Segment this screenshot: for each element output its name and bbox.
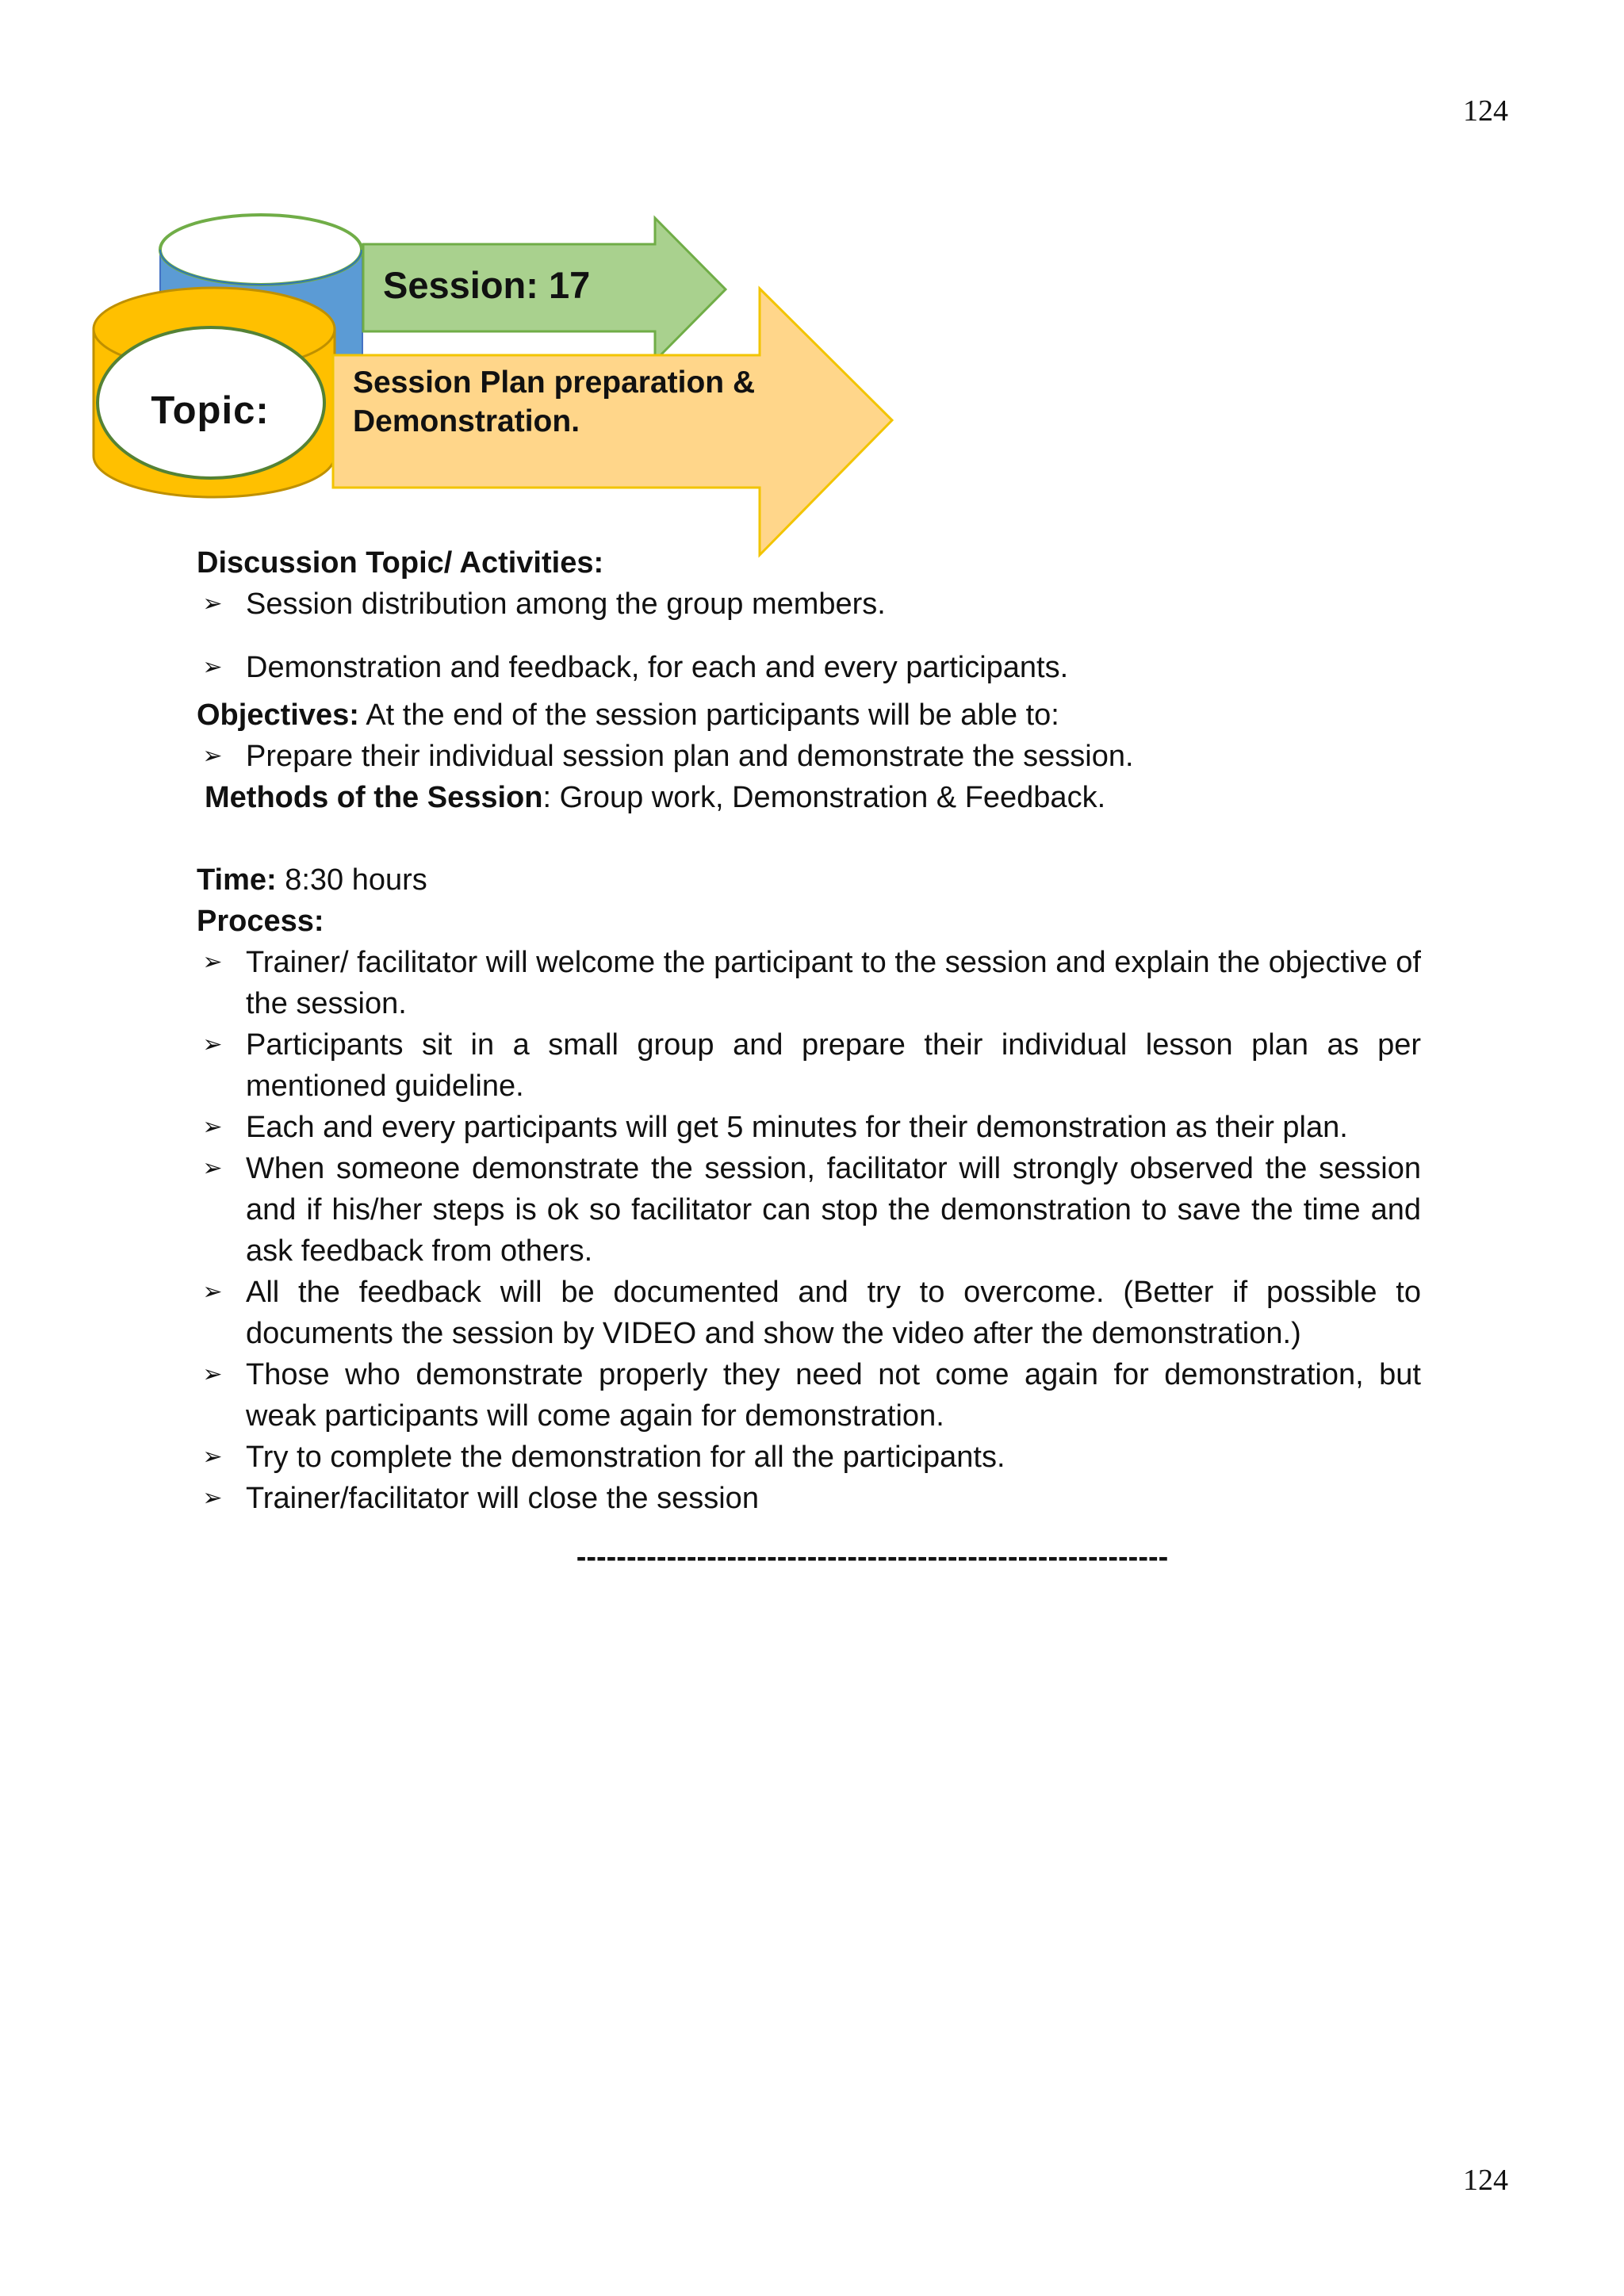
list-item-text: Each and every participants will get 5 minutes for their demonstration as their plan. <box>246 1111 1348 1144</box>
list-item <box>197 1354 1421 1437</box>
session-header-graphic <box>0 0 952 571</box>
list-item <box>197 1478 1421 1519</box>
list-item <box>197 647 1421 688</box>
process-list <box>197 942 1421 1519</box>
time-text: 8:30 hours <box>276 863 427 897</box>
objectives-line <box>197 695 1421 736</box>
list-item <box>197 736 1421 777</box>
objectives-text: At the end of the session participants will be able to: <box>358 698 1059 732</box>
time-line <box>197 859 1421 901</box>
arrowhead-bullet-icon: ➢ <box>202 1113 223 1141</box>
list-item-text: When someone demonstrate the session, facilitator will strongly observed the session and if his/her steps is ok so facilitator can stop the demonstration to save the time and ask feedback from others. <box>246 1152 1421 1268</box>
objectives-list <box>197 736 1421 777</box>
list-item <box>197 1148 1421 1272</box>
time-label: Time: <box>197 863 277 897</box>
list-item <box>197 584 1421 625</box>
objectives-label: Objectives: <box>197 698 359 732</box>
list-item-text: Demonstration and feedback, for each and every participants. <box>246 651 1069 684</box>
arrowhead-bullet-icon: ➢ <box>202 1154 223 1182</box>
list-item-text: Session distribution among the group members. <box>246 587 886 621</box>
list-item-text: Those who demonstrate properly they need not come again for demonstration, but weak participants will come again for demonstration. <box>246 1358 1421 1433</box>
topic-label: Topic: <box>151 389 270 432</box>
arrowhead-bullet-icon: ➢ <box>202 653 223 681</box>
list-item <box>197 1437 1421 1478</box>
list-item <box>197 1272 1421 1354</box>
arrowhead-bullet-icon: ➢ <box>202 1031 223 1058</box>
page-number-top: 124 <box>1463 94 1508 128</box>
session-number-label: Session: 17 <box>383 264 591 306</box>
arrowhead-bullet-icon: ➢ <box>202 742 223 770</box>
list-item <box>197 1107 1421 1148</box>
list-item-text: Participants sit in a small group and prepare their individual lesson plan as per mentioned guideline. <box>246 1028 1421 1103</box>
arrowhead-bullet-icon: ➢ <box>202 948 223 976</box>
methods-line <box>197 777 1421 818</box>
session-content <box>197 542 1421 1578</box>
arrowhead-bullet-icon: ➢ <box>202 590 223 618</box>
arrowhead-bullet-icon: ➢ <box>202 1278 223 1306</box>
arrowhead-bullet-icon: ➢ <box>202 1484 223 1512</box>
list-item-text: All the feedback will be documented and try to overcome. (Better if possible to documents the session by VIDEO and show the video after the demonstration.) <box>246 1276 1421 1350</box>
list-item-text: Trainer/facilitator will close the session <box>246 1482 759 1515</box>
methods-text: : Group work, Demonstration & Feedback. <box>542 781 1106 814</box>
list-item-text: Prepare their individual session plan and demonstrate the session. <box>246 740 1134 773</box>
list-item <box>197 1024 1421 1107</box>
process-heading: Process: <box>197 905 324 938</box>
discussion-list <box>197 584 1421 688</box>
list-item-text: Trainer/ facilitator will welcome the participant to the session and explain the objective of the session. <box>246 946 1421 1020</box>
topic-title: Session Plan preparation & Demonstration. <box>353 365 756 438</box>
discussion-heading: Discussion Topic/ Activities: <box>197 546 604 580</box>
page-number-bottom: 124 <box>1463 2164 1508 2197</box>
methods-label: Methods of the Session <box>205 781 543 814</box>
arrowhead-bullet-icon: ➢ <box>202 1443 223 1471</box>
list-item <box>197 942 1421 1024</box>
list-item-text: Try to complete the demonstration for all the participants. <box>246 1441 1005 1474</box>
end-separator: ----------------------------------------------------------- <box>576 1540 1169 1574</box>
arrowhead-bullet-icon: ➢ <box>202 1360 223 1388</box>
